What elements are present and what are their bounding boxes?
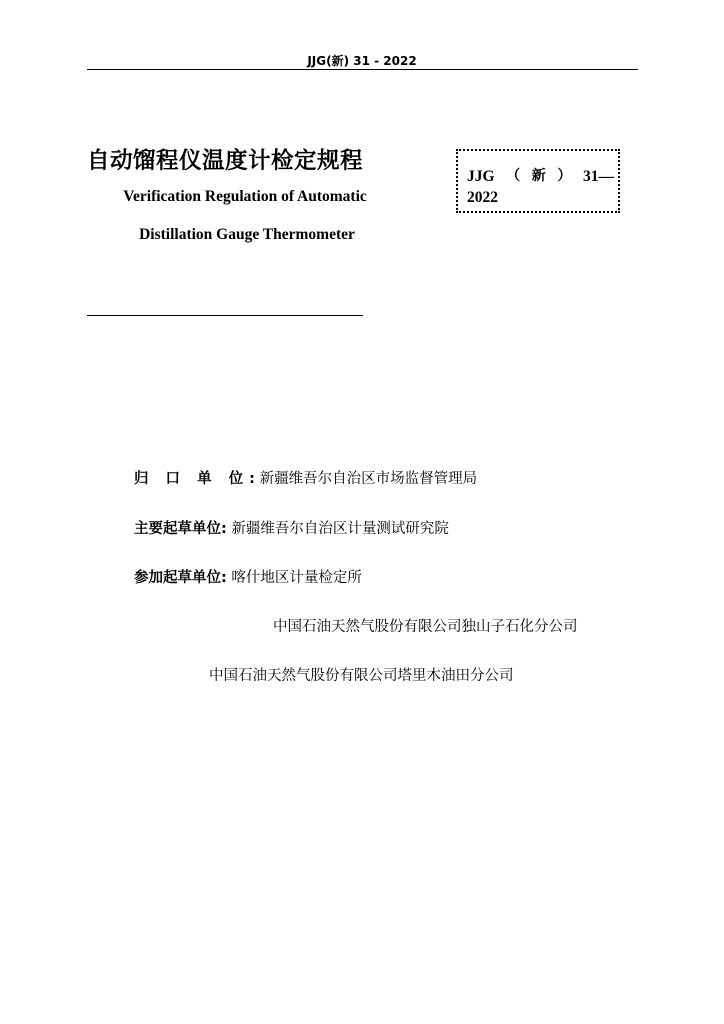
- code-number: 31—: [583, 168, 614, 185]
- responsible-unit-row: [134, 467, 477, 488]
- participating-unit-row: [134, 566, 362, 587]
- participating-unit-value-3: 中国石油天然气股份有限公司塔里木油田分公司: [209, 668, 514, 684]
- main-drafting-unit-label: 主要起草单位: [134, 521, 221, 537]
- main-drafting-unit-value: 新疆维吾尔自治区计量测试研究院: [231, 521, 449, 537]
- participating-unit-colon: :: [221, 570, 227, 586]
- participating-unit-value-1: 喀什地区计量检定所: [231, 570, 362, 586]
- standard-code-line1: [467, 166, 614, 187]
- code-paren-close: ）: [557, 168, 572, 184]
- code-paren-open: （: [506, 168, 521, 184]
- document-title-chinese: 自动馏程仪温度计检定规程: [87, 148, 364, 174]
- participating-unit-label: 参加起草单位: [134, 570, 221, 586]
- standard-code-box: [456, 149, 620, 213]
- responsible-unit-value: 新疆维吾尔自治区市场监督管理局: [259, 471, 478, 487]
- main-drafting-unit-row: [134, 517, 449, 538]
- responsible-unit-label: 归 口 单 位: [134, 471, 250, 487]
- participating-unit-value-2: 中国石油天然气股份有限公司独山子石化分公司: [273, 619, 578, 635]
- code-xin: 新: [531, 168, 546, 184]
- header-standard-code: JJG(新) 31 - 2022: [307, 54, 417, 68]
- responsible-unit-colon: :: [249, 471, 255, 487]
- main-drafting-unit-colon: :: [221, 521, 227, 537]
- document-title-english-line2: Distillation Gauge Thermometer: [139, 226, 355, 243]
- standard-code-year: 2022: [467, 189, 498, 206]
- document-title-english-line1: Verification Regulation of Automatic: [123, 188, 367, 205]
- code-prefix: JJG: [467, 168, 495, 185]
- title-divider: [87, 315, 363, 316]
- header-divider: [87, 69, 638, 70]
